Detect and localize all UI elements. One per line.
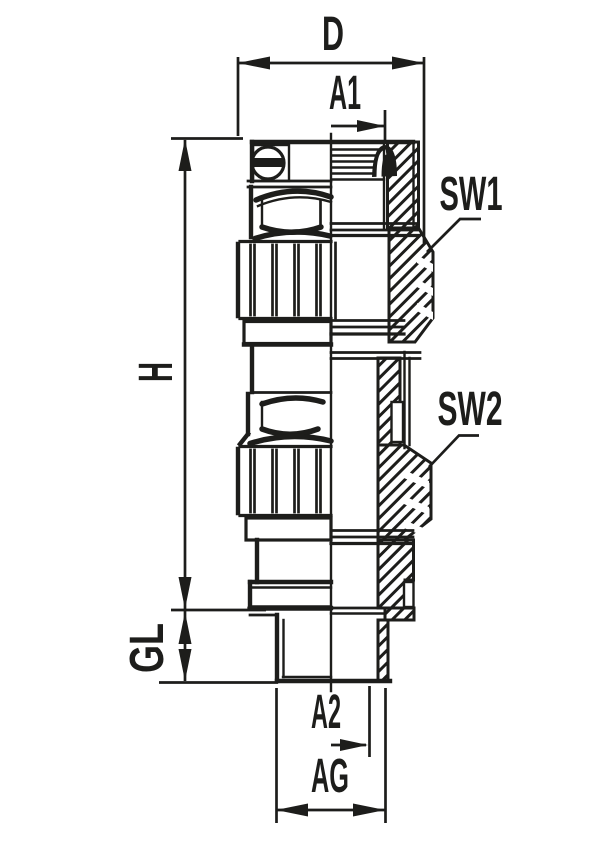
dim-label-ag: AG — [311, 750, 349, 803]
screw-slot — [250, 158, 284, 167]
dim-label-sw1: SW1 — [439, 168, 503, 221]
dim-label-a1: A1 — [329, 67, 361, 120]
dim-label-a2: A2 — [311, 686, 341, 739]
dim-label-d: D — [322, 8, 344, 61]
dim-label-h: H — [130, 347, 183, 382]
dim-label-gl: GL — [121, 606, 174, 673]
dim-label-sw2: SW2 — [437, 383, 503, 436]
